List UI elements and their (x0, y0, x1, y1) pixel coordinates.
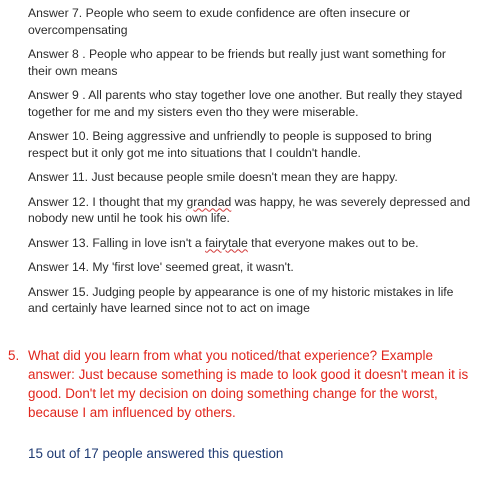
answer-12: Answer 12. I thought that my grandad was happy, he was severely depressed and nobody new until he took his own life. (28, 194, 471, 225)
response-count: 15 out of 17 people answered this question (28, 446, 284, 461)
question-number: 5. (8, 348, 20, 363)
answer-9: Answer 9 . All parents who stay together love one another. But really they stayed together for me and my sisters even tho they were miserable. (28, 88, 463, 119)
answer-15: Answer 15. Judging people by appearance is one of my historic mistakes in life and certainly have learned since not to act on image (28, 284, 454, 315)
answer-11: Answer 11. Just because people smile doesn't mean they are happy. (28, 170, 398, 184)
answer-list (28, 5, 473, 325)
answer-10: Answer 10. Being aggressive and unfriendly to people is supposed to bring respect but it only got me into situations that I couldn't handle. (28, 129, 432, 160)
answer-14: Answer 14. My 'first love' seemed great, it wasn't. (28, 260, 294, 274)
answer-13: Answer 13. Falling in love isn't a fairytale that everyone makes out to be. (28, 235, 419, 250)
spellcheck-word-fairytale: fairytale (205, 235, 248, 250)
answer-8: Answer 8 . People who appear to be friends but really just want something for their own means (28, 47, 446, 78)
spellcheck-word-grandad: grandad (186, 194, 232, 209)
question-text: What did you learn from what you noticed/that experience? Example answer: Just because something is made to look good it doesn't mean it is good. Don't let my decision on doing something change for the worst, because I am influenced by others. (28, 348, 469, 420)
question-5 (8, 346, 470, 422)
answer-7: Answer 7. People who seem to exude confidence are often insecure or overcompensating (28, 6, 411, 37)
